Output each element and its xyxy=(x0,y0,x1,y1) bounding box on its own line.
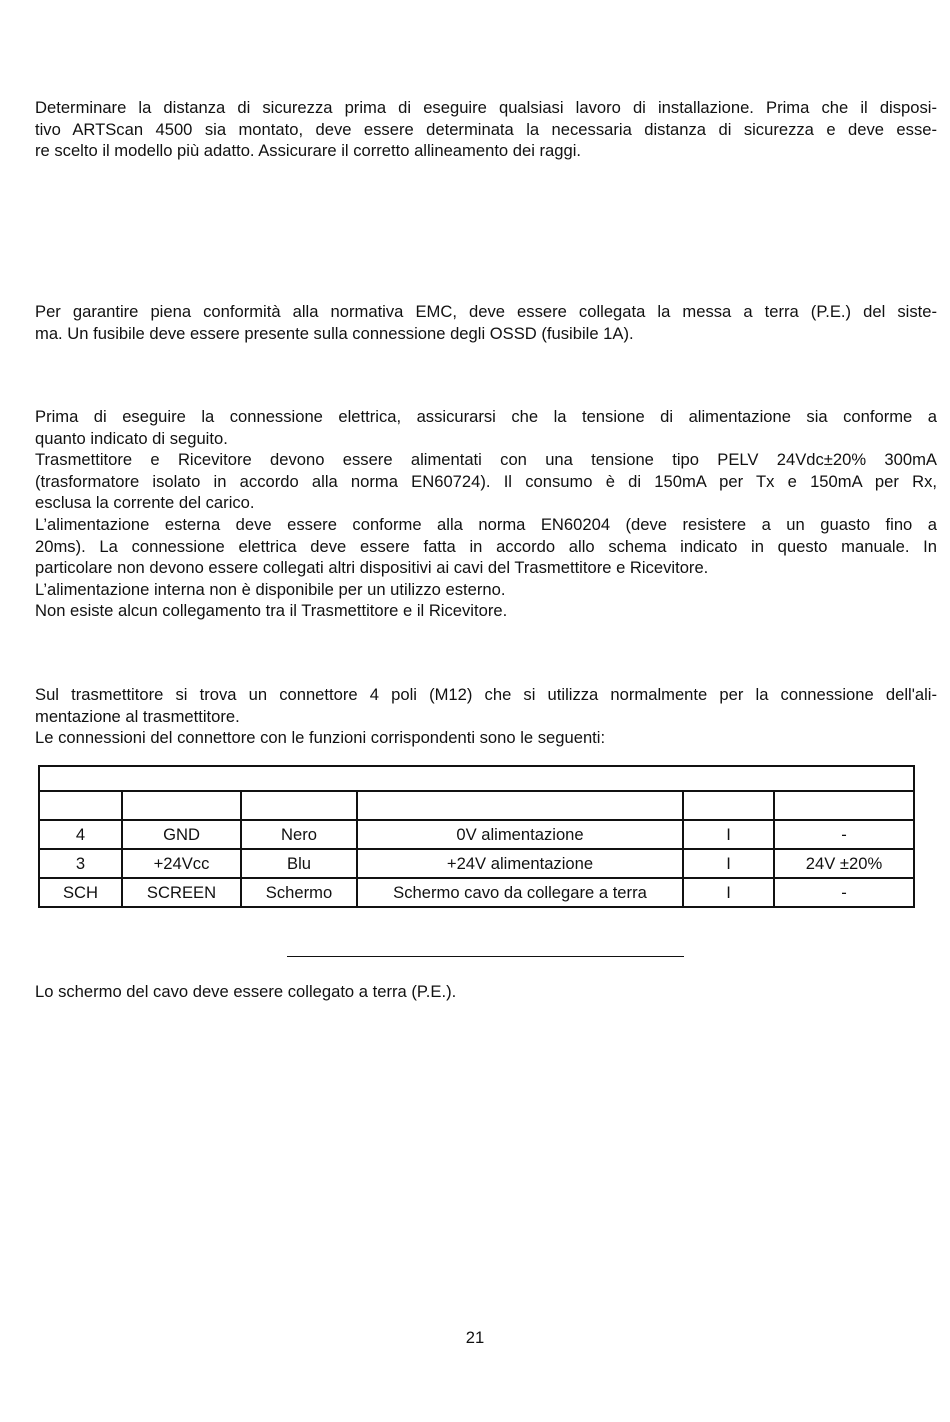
transmitter-connector-paragraph xyxy=(35,684,937,749)
text-line: Le connessioni del connettore con le funzioni corrispondenti sono le seguenti: xyxy=(35,728,606,748)
signal-cell: +24Vcc xyxy=(122,849,241,878)
type-cell: I xyxy=(683,878,774,907)
text-line: esclusa la corrente del carico. xyxy=(35,493,255,513)
text-line: mentazione al trasmettitore. xyxy=(35,706,240,726)
wire-color-cell: Blu xyxy=(241,849,357,878)
cable-screen-paragraph xyxy=(35,981,937,1003)
text-line: L’alimentazione interna non è disponibile per un utilizzo esterno. xyxy=(35,579,506,599)
text-line: Sul trasmettitore si trova un connettore 4 poli (M12) che si utilizza normalmente per la connessione dell'ali- xyxy=(35,685,937,704)
header-cell xyxy=(774,791,914,820)
header-cell xyxy=(357,791,683,820)
connector-pinout-table xyxy=(38,765,915,908)
table-row xyxy=(39,849,914,878)
type-cell: I xyxy=(683,820,774,849)
text-line: Prima di eseguire la connessione elettrica, assicurarsi che la tensione di alimentazione sia conforme a xyxy=(35,407,937,426)
text-line: quanto indicato di seguito. xyxy=(35,428,228,448)
pin-cell: 4 xyxy=(39,820,122,849)
wire-color-cell: Schermo xyxy=(241,878,357,907)
horizontal-rule xyxy=(287,956,684,957)
text-line: 20ms). La connessione elettrica deve essere fatta in accordo allo schema indicato in questo manuale. In xyxy=(35,536,937,556)
text-line: Trasmettitore e Ricevitore devono essere alimentati con una tensione tipo PELV 24Vdc±20% 300mA xyxy=(35,450,937,470)
text-line: L’alimentazione esterna deve essere conforme alla norma EN60204 (deve resistere a un guasto fino a xyxy=(35,514,937,534)
text-line: (trasformatore isolato in accordo alla norma EN60724). Il consumo è di 150mA per Tx e 150mA per Rx, xyxy=(35,471,937,491)
table-title-cell xyxy=(39,766,914,791)
pin-cell: SCH xyxy=(39,878,122,907)
description-cell: +24V alimentazione xyxy=(357,849,683,878)
table-row xyxy=(39,878,914,907)
header-cell xyxy=(683,791,774,820)
header-cell xyxy=(39,791,122,820)
table-row xyxy=(39,820,914,849)
text-line: Per garantire piena conformità alla normativa EMC, deve essere collegata la messa a terra (P.E.) del siste- xyxy=(35,302,937,321)
description-cell: 0V alimentazione xyxy=(357,820,683,849)
header-cell xyxy=(241,791,357,820)
wire-color-cell: Nero xyxy=(241,820,357,849)
signal-cell: GND xyxy=(122,820,241,849)
text-line: ma. Un fusibile deve essere presente sulla connessione degli OSSD (fusibile 1A). xyxy=(35,323,634,343)
text-line: particolare non devono essere collegati altri dispositivi ai cavi del Trasmettitore e Ricevitore. xyxy=(35,558,709,578)
table-header-row xyxy=(39,791,914,820)
text-line: Lo schermo del cavo deve essere collegato a terra (P.E.). xyxy=(35,982,457,1001)
pin-cell: 3 xyxy=(39,849,122,878)
signal-cell: SCREEN xyxy=(122,878,241,907)
text-line: Non esiste alcun collegamento tra il Trasmettitore e il Ricevitore. xyxy=(35,601,508,621)
value-cell: - xyxy=(774,878,914,907)
value-cell: 24V ±20% xyxy=(774,849,914,878)
description-cell: Schermo cavo da collegare a terra xyxy=(357,878,683,907)
electrical-connection-paragraph xyxy=(35,406,937,622)
header-cell xyxy=(122,791,241,820)
value-cell: - xyxy=(774,820,914,849)
text-line: Determinare la distanza di sicurezza prima di eseguire qualsiasi lavoro di installazione. Prima che il disposi- xyxy=(35,98,937,117)
page-number: 21 xyxy=(465,1328,485,1347)
table-title-row xyxy=(39,766,914,791)
emc-grounding-paragraph xyxy=(35,301,937,344)
text-line: re scelto il modello più adatto. Assicurare il corretto allineamento dei raggi. xyxy=(35,141,582,161)
text-line: tivo ARTScan 4500 sia montato, deve essere determinata la necessaria distanza di sicurezza e deve esse- xyxy=(35,119,937,139)
type-cell: I xyxy=(683,849,774,878)
installation-safety-distance-paragraph xyxy=(35,97,937,162)
